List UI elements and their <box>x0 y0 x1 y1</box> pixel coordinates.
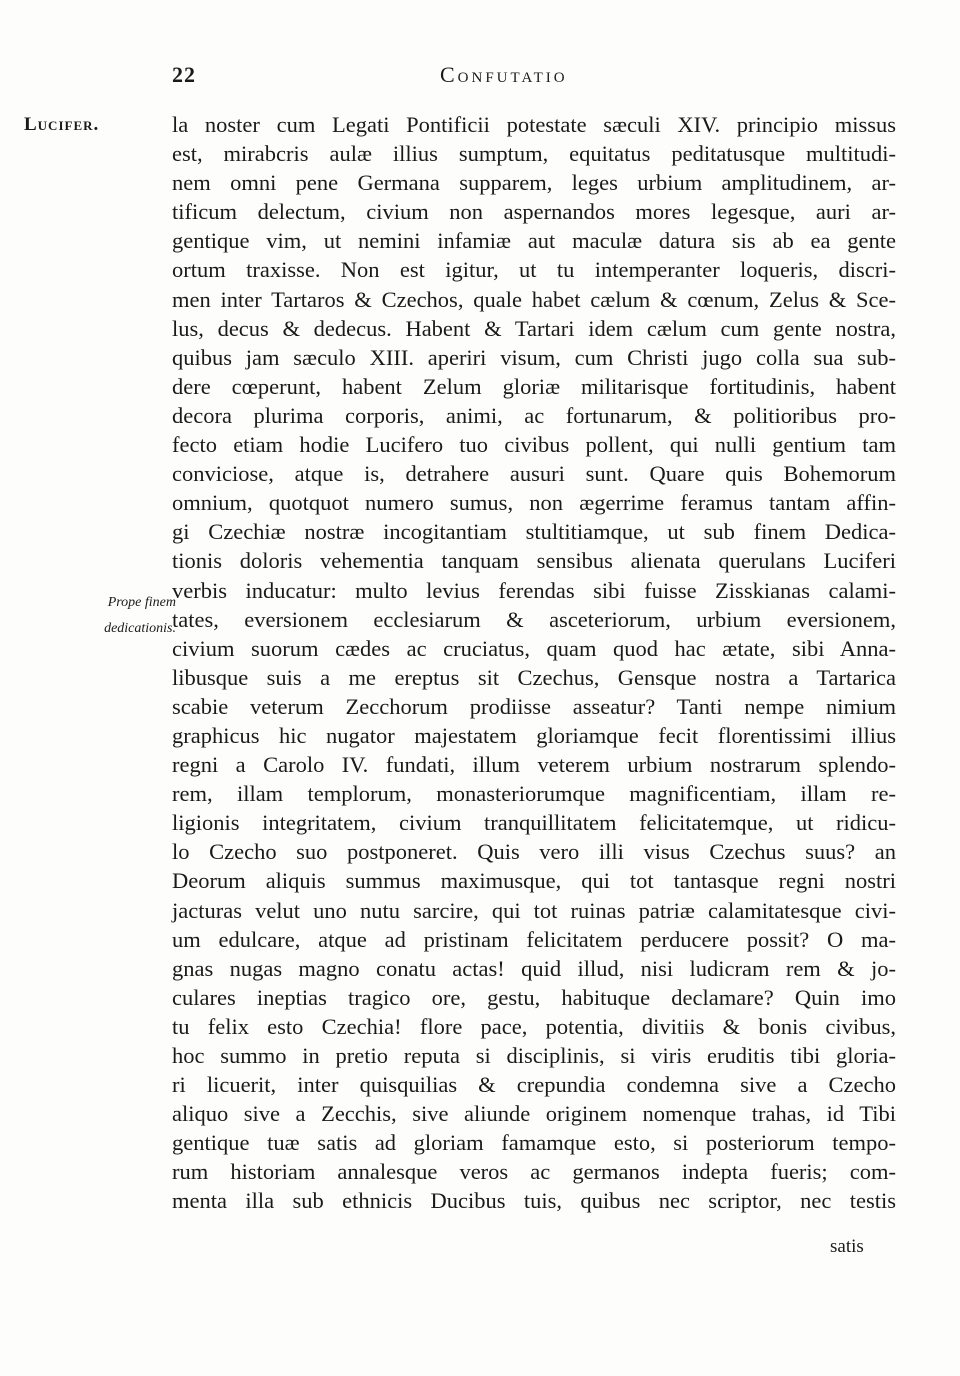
page-number: 22 <box>172 62 196 87</box>
text-line: culares ineptias tragico ore, gestu, habituque declamare? Quin imo <box>172 984 896 1010</box>
text-line: ortum traxisse. Non est igitur, ut tu intemperanter loqueris, discri- <box>172 257 896 283</box>
margin-name-lucifer: Lucifer. <box>24 114 100 135</box>
text-line: tates, eversionem ecclesiarum & asceteriorum, urbium eversionem, <box>172 606 896 632</box>
text-line: decora plurima corporis, animi, ac fortunarum, & politioribus pro- <box>172 402 896 428</box>
text-line: gentique tuæ satis ad gloriam famamque esto, si posteriorum tempo- <box>172 1130 896 1156</box>
text-line: scabie veterum Zecchorum prodiisse asseatur? Tanti nempe nimium <box>172 693 896 719</box>
text-line: gi Czechiæ nostræ incogitantiam stultitiamque, ut sub finem Dedica- <box>172 519 896 545</box>
text-line: jacturas velut uno nutu sarcire, qui tot ruinas patriæ calamitatesque civi- <box>172 897 896 923</box>
text-line: quibus jam sæculo XIII. aperiri visum, cum Christi jugo colla sua sub- <box>172 344 896 370</box>
text-line: aliquo sive a Zecchis, sive aliunde originem nomenque trahas, id Tibi <box>172 1101 896 1127</box>
margin-note-line: Prope finem <box>107 595 176 610</box>
text-line: lo Czecho suo postponeret. Quis vero illi visus Czechus suus? an <box>172 839 896 865</box>
text-line: nem omni pene Germana supparem, leges urbium amplitudinem, ar- <box>172 170 896 196</box>
text-line: civium suorum cædes ac cruciatus, quam quod hac ætate, sibi Anna- <box>172 635 896 661</box>
text-line: tificum delectum, civium non aspernandos mores legesque, auri ar- <box>172 199 896 225</box>
text-line: verbis inducatur: multo levius ferendas sibi fuisse Zisskianas calami- <box>172 577 896 603</box>
text-line: ri licuerit, inter quisquilias & crepundia condemna sive a Czecho <box>172 1072 896 1098</box>
text-line: libusque suis a me ereptus sit Czechus, Gensque nostra a Tartarica <box>172 664 896 690</box>
text-line: hoc summo in pretio reputa si disciplinis, si viris eruditis tibi gloria- <box>172 1043 896 1068</box>
text-line: la noster cum Legati Pontificii potestate sæculi XIV. principio missus <box>172 112 896 137</box>
text-line: graphicus hic nugator majestatem gloriamque fecit florentissimi illius <box>172 722 896 748</box>
page-header <box>0 62 960 96</box>
text-line: ligionis integritatem, civium tranquillitatem felicitatemque, ut ridicu- <box>172 810 896 836</box>
catchword: satis <box>830 1236 864 1257</box>
text-line: omnium, quotquot numero sumus, non ægerrime feramus tantam affin- <box>172 490 896 516</box>
text-line: Deorum aliquis summus maximusque, qui tot tantasque regni nostri <box>172 868 896 894</box>
text-line: tionis doloris vehementia tanquam sensibus alienata querulans Luciferi <box>172 548 896 574</box>
text-line: lus, decus & dedecus. Habent & Tartari idem cælum cum gente nostra, <box>172 315 896 341</box>
text-line: regni a Carolo IV. fundati, illum veterem urbium nostrarum splendo- <box>172 752 896 778</box>
running-head: Confutatio <box>440 62 568 87</box>
text-line: rem, illam templorum, monasteriorumque magnificentiam, illam re- <box>172 781 896 807</box>
text-line: est, mirabcris aulæ illius sumptum, equitatus peditatusque multitudi- <box>172 141 896 167</box>
text-line: um edulcare, atque ad pristinam felicitatem perducere possit? O ma- <box>172 926 896 952</box>
text-line: rum historiam annalesque veros ac germanos indepta fueris; com- <box>172 1159 896 1185</box>
text-line: gnas nugas magno conatu actas! quid illud, nisi ludicram rem & jo- <box>172 955 896 981</box>
text-line: gentique vim, ut nemini infamiæ aut maculæ datura sis ab ea gente <box>172 228 896 254</box>
text-line: menta illa sub ethnicis Ducibus tuis, quibus nec scriptor, nec testis <box>172 1188 896 1214</box>
margin-note-line: dedicationis. <box>104 621 176 636</box>
text-line: men inter Tartaros & Czechos, quale habet cælum & cœnum, Zelus & Sce- <box>172 286 896 312</box>
text-line: dere cœperunt, habent Zelum gloriæ militarisque fortitudinis, habent <box>172 373 896 399</box>
body-text <box>172 110 896 1216</box>
text-line: tu felix esto Czechia! flore pace, potentia, divitiis & bonis civibus, <box>172 1013 896 1039</box>
text-line: conviciose, atque is, detrahere ausuri sunt. Quare quis Bohemorum <box>172 461 896 487</box>
margin-note <box>56 590 176 642</box>
text-line: fecto etiam hodie Lucifero tuo civibus pollent, qui nulli gentium tam <box>172 432 896 458</box>
